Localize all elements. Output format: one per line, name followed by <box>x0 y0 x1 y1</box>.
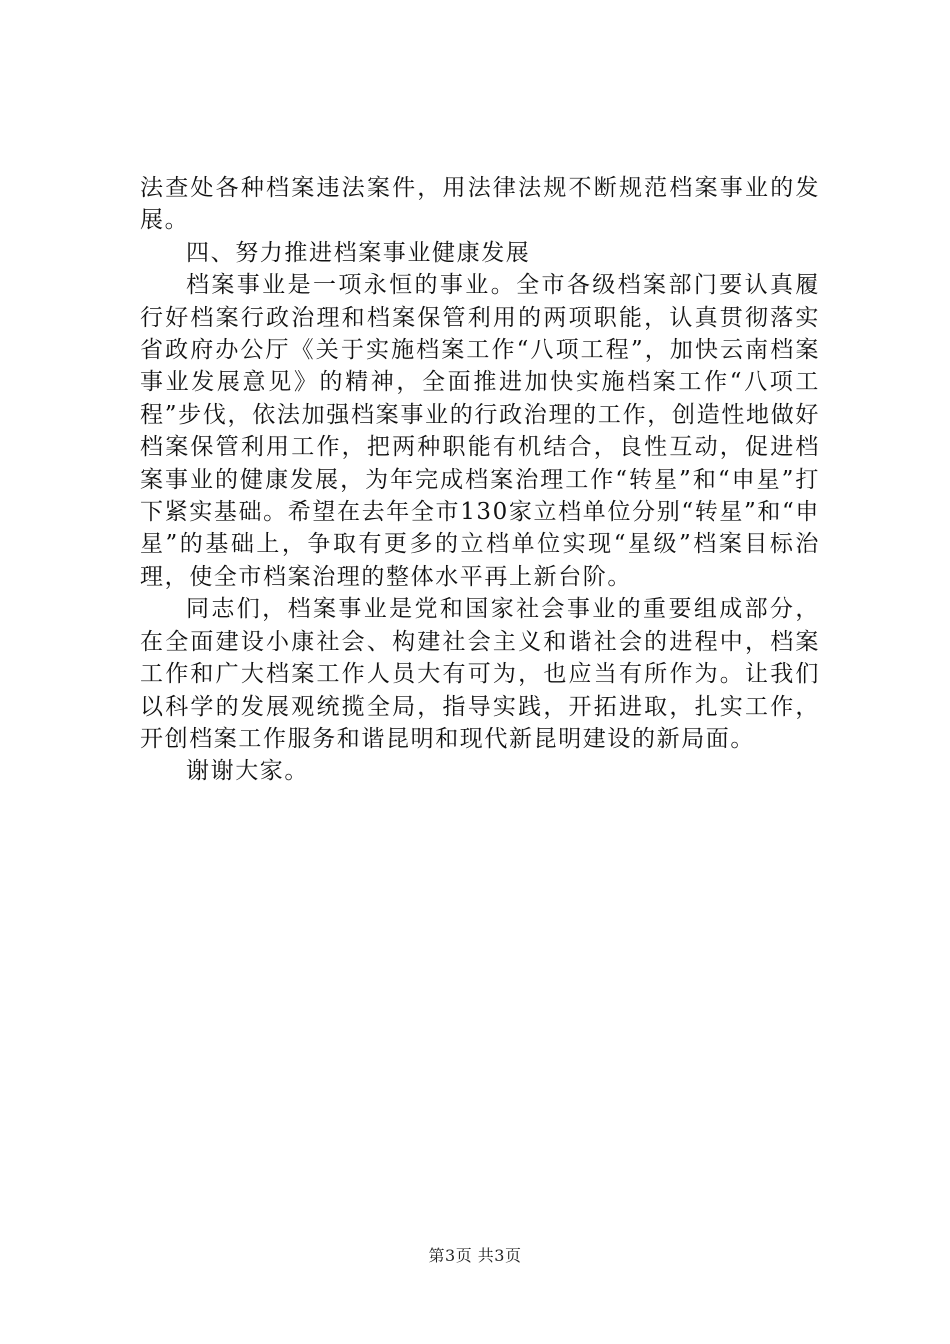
paragraph: 同志们，档案事业是党和国家社会事业的重要组成部分，在全面建设小康社会、构建社会主义和谐社会的进程中，档案工作和广大档案工作人员大有可为，也应当有所作为。让我们以科学的发展观统揽全局，指导实践，开拓进取，扎实工作，开创档案工作服务和谐昆明和现代新昆明建设的新局面。 <box>140 596 820 752</box>
section-heading: 四、努力推进档案事业健康发展 <box>186 239 531 266</box>
closing-line: 谢谢大家。 <box>186 758 309 785</box>
page-number-footer: 第3页 共3页 <box>428 1246 522 1265</box>
paragraph: 档案事业是一项永恒的事业。全市各级档案部门要认真履行好档案行政治理和档案保管利用的两项职能，认真贯彻落实省政府办公厅《关于实施档案工作“八项工程”，加快云南档案事业发展意见》的精神，全面推进加快实施档案工作“八项工程”步伐，依法加强档案事业的行政治理的工作，创造性地做好档案保管利用工作，把两种职能有机结合，良性互动，促进档案事业的健康发展，为年完成档案治理工作“转星”和“申星”打下紧实基础。希望在去年全市130家立档单位分别“转星”和“申星”的基础上，争取有更多的立档单位实现“星级”档案目标治理，使全市档案治理的整体水平再上新台阶。 <box>140 272 820 590</box>
document-body <box>140 172 820 788</box>
paragraph-continuation: 法查处各种档案违法案件，用法律法规不断规范档案事业的发展。 <box>140 175 820 234</box>
